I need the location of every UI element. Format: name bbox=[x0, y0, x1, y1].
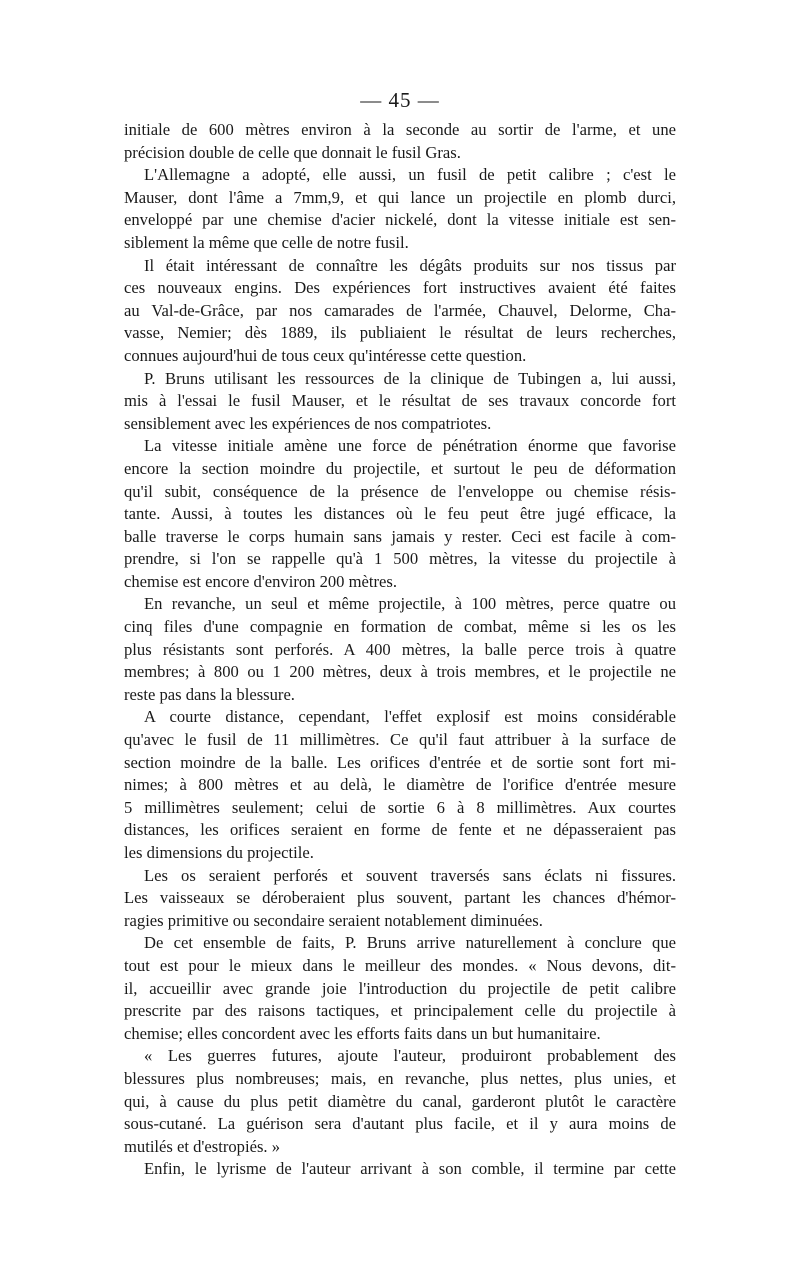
text-line: sous-cutané. La guérison sera d'autant plus facile, et il y aura moins de bbox=[124, 1114, 676, 1134]
text-line: Il était intéressant de connaître les dégâts produits sur nos tissus par bbox=[144, 255, 676, 275]
text-line: mutilés et d'estropiés. » bbox=[124, 1136, 280, 1156]
text-line: blessures plus nombreuses; mais, en revanche, plus nettes, plus unies, et bbox=[124, 1068, 676, 1088]
paragraph bbox=[124, 865, 676, 933]
text-line: précision double de celle que donnait le fusil Gras. bbox=[124, 142, 461, 162]
text-line: prescrite par des raisons tactiques, et principalement celle du projectile à bbox=[124, 1001, 676, 1021]
text-line: nimes; à 800 mètres et au delà, le diamètre de l'orifice d'entrée mesure bbox=[124, 775, 676, 795]
text-line: vasse, Nemier; dès 1889, ils publiaient le résultat de leurs recherches, bbox=[124, 323, 676, 343]
body-text bbox=[124, 119, 676, 1181]
text-line: section moindre de la balle. Les orifices d'entrée et de sortie sont fort mi- bbox=[124, 752, 676, 772]
text-line: qui, à cause du plus petit diamètre du canal, garderont plutôt le caractère bbox=[124, 1091, 676, 1111]
text-line: ragies primitive ou secondaire seraient notablement diminuées. bbox=[124, 910, 543, 930]
text-line: distances, les orifices seraient en forme de fente et ne dépasseraient pas bbox=[124, 820, 676, 840]
text-line: balle traverse le corps humain sans jamais y rester. Ceci est facile à com- bbox=[124, 526, 676, 546]
text-line: siblement la même que celle de notre fusil. bbox=[124, 232, 409, 252]
text-line: les dimensions du projectile. bbox=[124, 843, 314, 862]
paragraph bbox=[124, 1158, 676, 1181]
text-line: plus résistants sont perforés. A 400 mètres, la balle perce trois à quatre bbox=[124, 639, 676, 659]
text-line: au Val-de-Grâce, par nos camarades de l'armée, Chauvel, Delorme, Cha- bbox=[124, 300, 676, 320]
text-line: qu'avec le fusil de 11 millimètres. Ce qu'il faut attribuer à la surface de bbox=[124, 730, 676, 750]
text-line: connues aujourd'hui de tous ceux qu'intéresse cette question. bbox=[124, 345, 527, 365]
text-line: P. Bruns utilisant les ressources de la clinique de Tubingen a, lui aussi, bbox=[144, 368, 676, 388]
paragraph bbox=[124, 255, 676, 368]
text-line: A courte distance, cependant, l'effet explosif est moins considérable bbox=[144, 707, 676, 727]
paragraph bbox=[124, 706, 676, 864]
text-line: prendre, si l'on se rappelle qu'à 1 500 mètres, la vitesse du projectile à bbox=[124, 549, 676, 569]
paragraph bbox=[124, 119, 676, 164]
text-line: De cet ensemble de faits, P. Bruns arrive naturellement à conclure que bbox=[144, 933, 676, 953]
paragraph bbox=[124, 932, 676, 1045]
text-line: Les os seraient perforés et souvent traversés sans éclats ni fissures. bbox=[144, 865, 676, 885]
text-line: cinq files d'une compagnie en formation de combat, même si les os les bbox=[124, 617, 676, 637]
text-line: initiale de 600 mètres environ à la seconde au sortir de l'arme, et une bbox=[124, 120, 676, 139]
text-line: ces nouveaux engins. Des expériences fort instructives avaient été faites bbox=[124, 278, 676, 298]
paragraph bbox=[124, 1045, 676, 1158]
text-line: 5 millimètres seulement; celui de sortie 6 à 8 millimètres. Aux courtes bbox=[124, 797, 676, 817]
text-line: tout est pour le mieux dans le meilleur des mondes. « Nous devons, dit- bbox=[124, 955, 676, 975]
paragraph bbox=[124, 593, 676, 706]
text-line: mis à l'essai le fusil Mauser, et le résultat de ses travaux concorde fort bbox=[124, 391, 676, 411]
text-line: chemise est encore d'environ 200 mètres. bbox=[124, 571, 398, 591]
text-line: La vitesse initiale amène une force de pénétration énorme que favorise bbox=[144, 436, 676, 456]
text-line: tante. Aussi, à toutes les distances où le feu peut être jugé efficace, la bbox=[124, 504, 676, 524]
text-line: reste pas dans la blessure. bbox=[124, 684, 295, 704]
text-line: En revanche, un seul et même projectile, à 100 mètres, perce quatre ou bbox=[144, 594, 676, 614]
text-line: membres; à 800 ou 1 200 mètres, deux à trois membres, et le projectile ne bbox=[124, 662, 676, 682]
text-line: encore la section moindre du projectile, et surtout le peu de déformation bbox=[124, 458, 676, 478]
paragraph bbox=[124, 435, 676, 593]
text-line: Enfin, le lyrisme de l'auteur arrivant à son comble, il termine par cette bbox=[144, 1159, 676, 1179]
text-line: sensiblement avec les expériences de nos compatriotes. bbox=[124, 413, 492, 433]
text-line: enveloppé par une chemise d'acier nickelé, dont la vitesse initiale est sen- bbox=[124, 210, 676, 230]
text-line: « Les guerres futures, ajoute l'auteur, produiront probablement des bbox=[144, 1046, 676, 1066]
page-number: — 45 — bbox=[360, 88, 440, 112]
paragraph bbox=[124, 368, 676, 436]
text-line: il, accueillir avec grande joie l'introduction du projectile de petit calibre bbox=[124, 978, 676, 998]
text-line: L'Allemagne a adopté, elle aussi, un fusil de petit calibre ; c'est le bbox=[144, 165, 676, 185]
text-line: Les vaisseaux se déroberaient plus souvent, partant les chances d'hémor- bbox=[124, 888, 676, 908]
paragraph bbox=[124, 164, 676, 254]
text-line: qu'il subit, conséquence de la présence de l'enveloppe ou chemise résis- bbox=[124, 481, 676, 501]
text-line: chemise; elles concordent avec les efforts faits dans un but humanitaire. bbox=[124, 1023, 601, 1043]
text-line: Mauser, dont l'âme a 7mm,9, et qui lance un projectile en plomb durci, bbox=[124, 187, 676, 207]
